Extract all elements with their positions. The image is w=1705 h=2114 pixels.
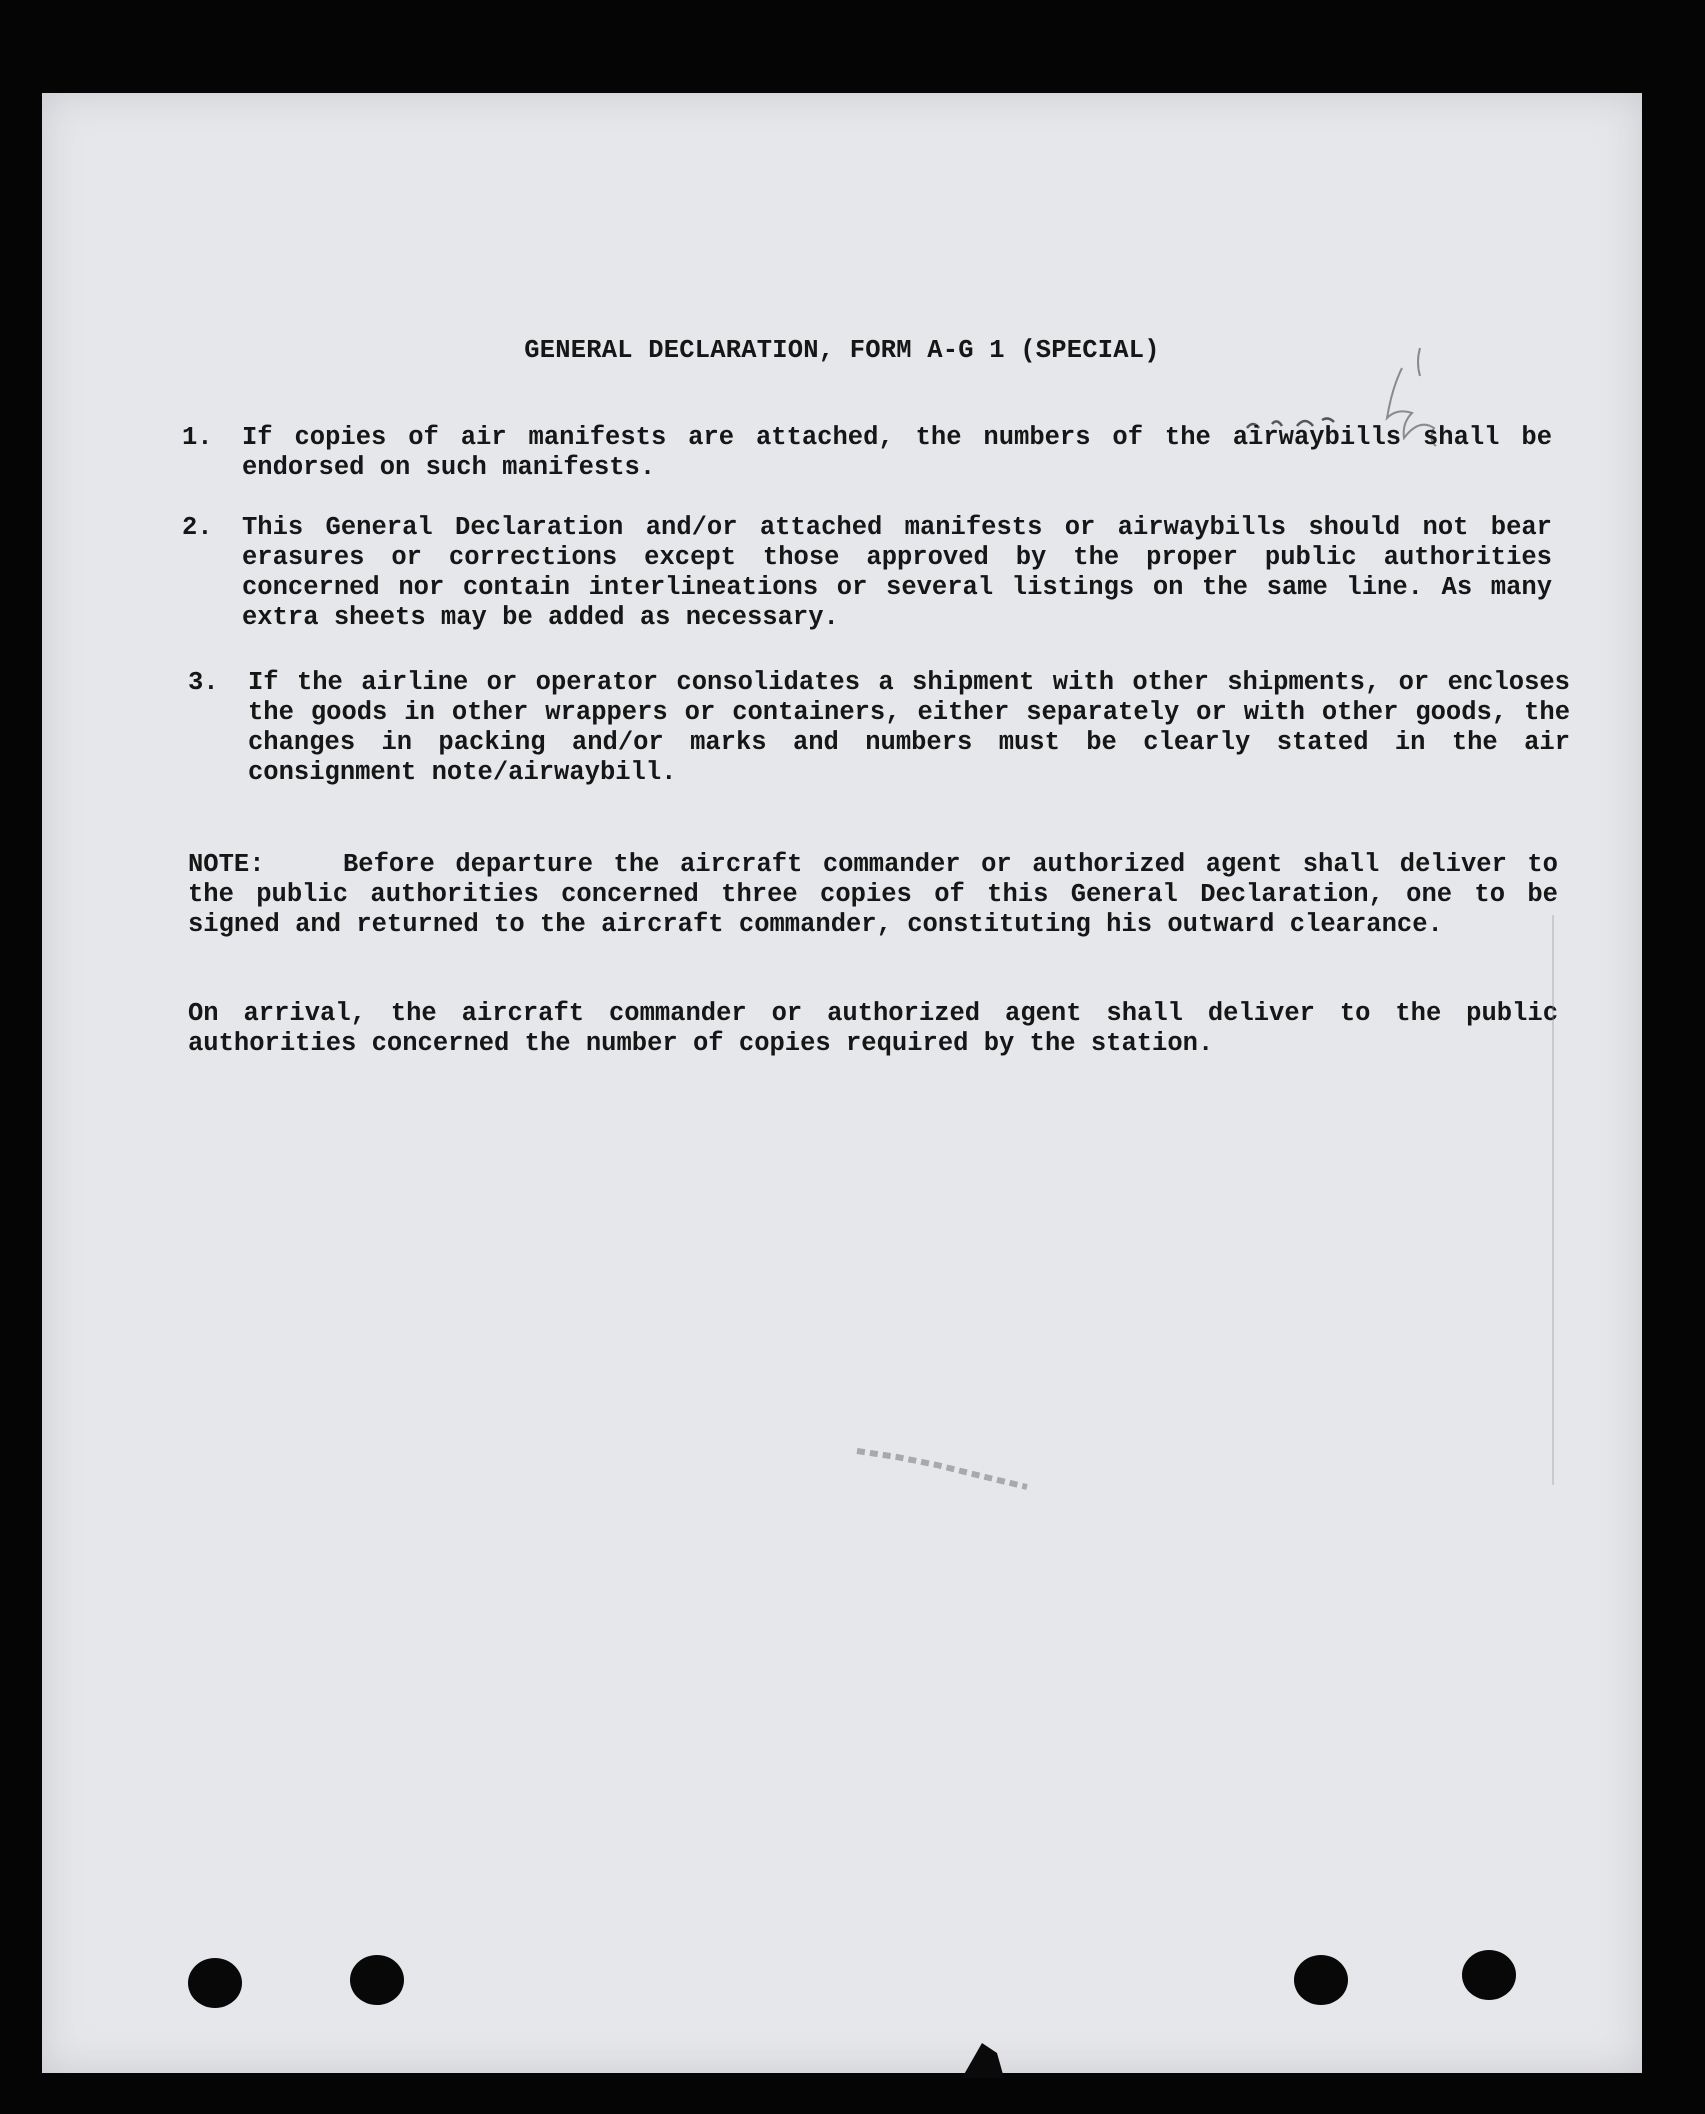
list-item-text: If the airline or operator consolidates a shipment with other shipments, or encloses the goods in other wrappers or containers, either separately or with other goods, the changes in packing and/or marks and numbers must be clearly stated in the air consignment note/airwaybill. (248, 668, 1570, 787)
list-item-text: If copies of air manifests are attached, the numbers of the airwaybills shall be endorsed on such manifests. (242, 423, 1552, 482)
faint-stamp-mark (852, 1431, 1062, 1501)
note-paragraph (188, 850, 1558, 940)
list-item-number: 1. (182, 423, 213, 452)
list-item-number: 3. (188, 668, 219, 697)
ink-blot (942, 2023, 1022, 2078)
document-page (42, 93, 1642, 2073)
punch-hole (1462, 1950, 1516, 2000)
punch-hole (350, 1955, 404, 2005)
document-title: GENERAL DECLARATION, FORM A-G 1 (SPECIAL) (524, 336, 1160, 365)
list-item-number: 2. (182, 513, 213, 542)
punch-hole (188, 1958, 242, 2008)
note-label: NOTE: (188, 850, 265, 879)
note-text: Before departure the aircraft commander or authorized agent shall deliver to the public authorities concerned three copies of this General Declaration, one to be signed and returned to the aircraft commander, constituting his outward clearance. (188, 850, 1558, 939)
punch-hole (1294, 1955, 1348, 2005)
list-item-text: This General Declaration and/or attached manifests or airwaybills should not bear erasures or corrections except those approved by the proper public authorities concerned nor contain interlineations or several listings on the same line. As many extra sheets may be added as necessary. (242, 513, 1552, 632)
arrival-paragraph: On arrival, the aircraft commander or authorized agent shall deliver to the public authorities concerned the number of copies required by the station. (188, 999, 1558, 1058)
faint-page-edge-line (1552, 915, 1554, 1485)
